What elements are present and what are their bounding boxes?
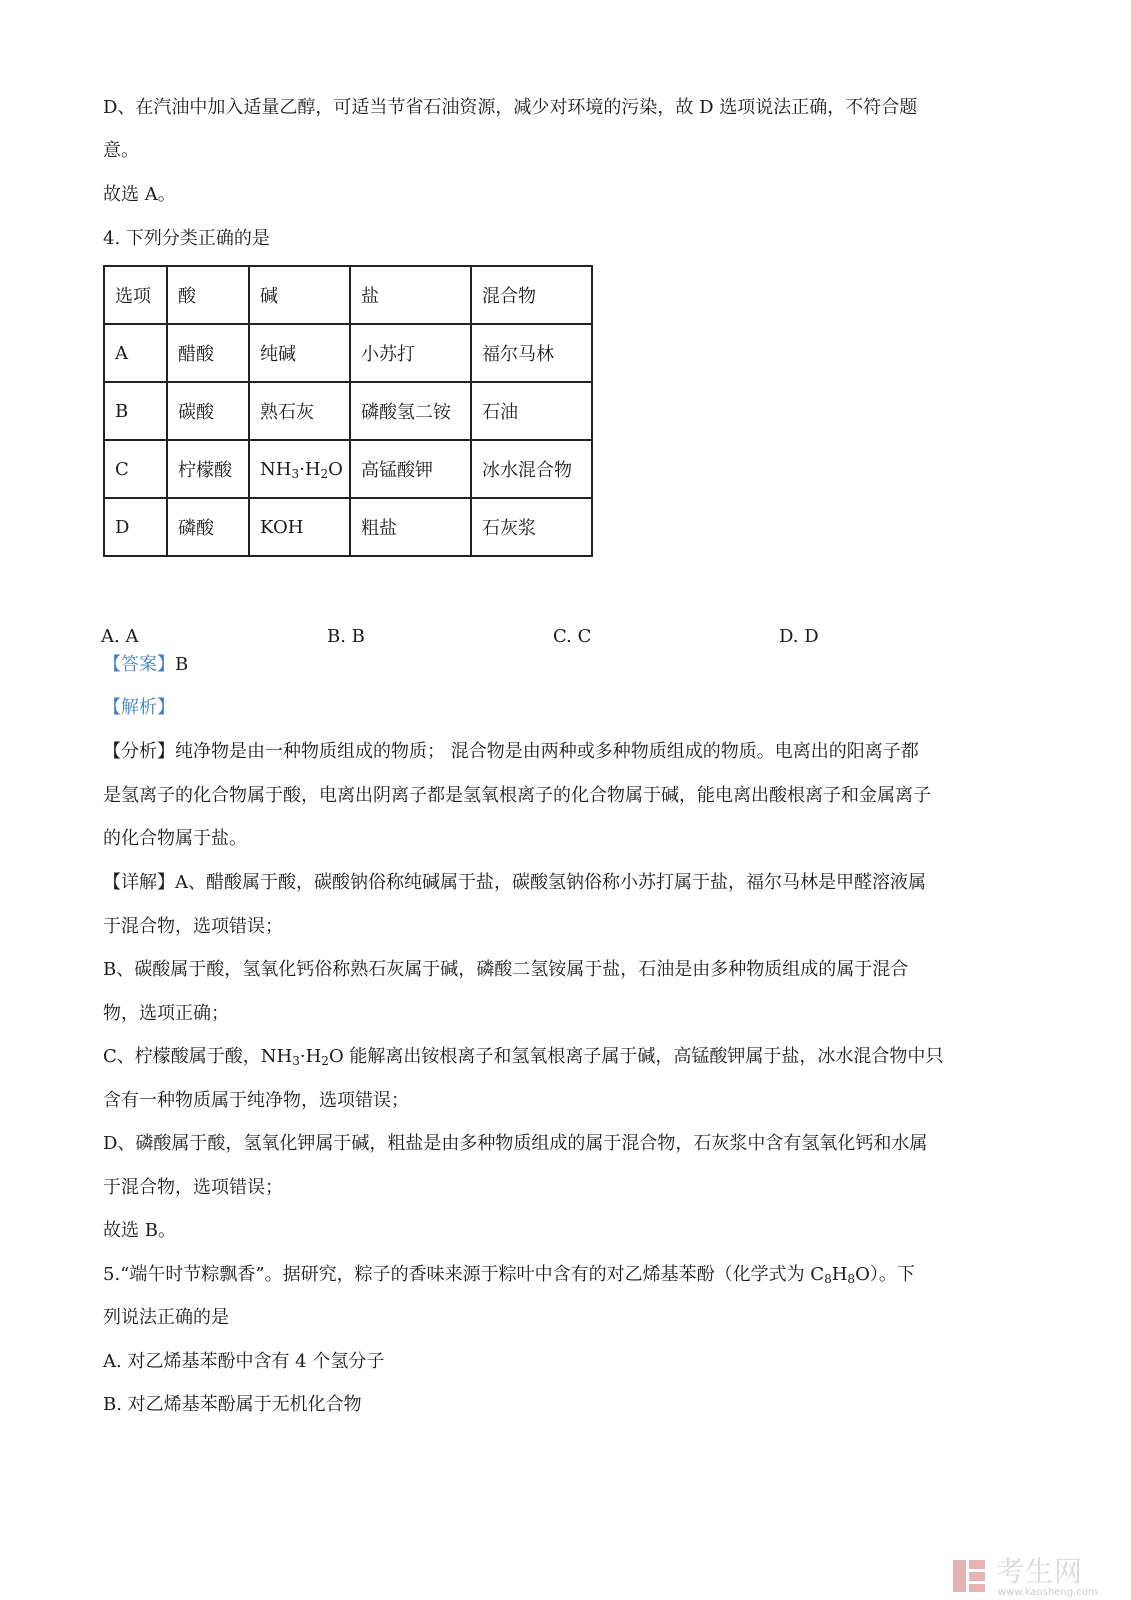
watermark-url: www.kaosheng.com [998,1587,1098,1598]
question-5-option-b: B. 对乙烯基苯酚属于无机化合物 [103,1394,362,1415]
table-row [104,324,592,382]
table-cell: C [104,440,167,498]
table-cell: 碳酸 [167,382,249,440]
formula-part: NH [260,458,292,480]
option-b: B. B [327,626,365,647]
answer-value: B [175,654,189,675]
answer-line [103,653,188,677]
question-4-stem: 4. 下列分类正确的是 [103,228,270,249]
table-row [104,382,592,440]
table-cell-formula [249,440,350,498]
classification-table [103,265,593,557]
question-5-line1: 5.“端午时节粽飘香”。据研究，粽子的香味来源于粽叶中含有的对乙烯基苯酚（化学式为 $C_8H_8O$）。下 [103,1264,915,1286]
table-cell: 磷酸 [167,498,249,556]
watermark [952,1557,1117,1597]
table-cell: 柠檬酸 [167,440,249,498]
fenxi-line3: 的化合物属于盐。 [103,828,247,849]
fenxi-line2: 是氢离子的化合物属于酸，电离出阴离子都是氢氧根离子的化合物属于碱，能电离出酸根离子和金属离子 [103,785,931,806]
xiangjie-a-line2: 于混合物，选项错误； [103,916,283,937]
answer-tag: 【答案】 [103,654,175,675]
question-5-option-a: A. 对乙烯基苯酚中含有 4 个氢分子 [103,1351,385,1372]
xiangjie-c-line2: 含有一种物质属于纯净物，选项错误； [103,1090,409,1111]
formula-part: ·H [299,458,321,480]
xiangjie-tag: 【详解】 [103,872,175,893]
table-cell: KOH [249,498,350,556]
question-5-line2: 列说法正确的是 [103,1307,229,1328]
table-header-cell: 碱 [249,266,350,324]
table-cell: 石油 [471,382,592,440]
table-header-cell: 酸 [167,266,249,324]
table-cell: B [104,382,167,440]
table-cell: A [104,324,167,382]
table-header-cell: 选项 [104,266,167,324]
table-cell: 熟石灰 [249,382,350,440]
analysis-tag: 【解析】 [103,697,175,718]
previous-answer-choice: 故选 A。 [103,184,176,205]
final-answer-choice: 故选 B。 [103,1220,176,1241]
table-header-row [104,266,592,324]
xiangjie-d-line1: D、磷酸属于酸，氢氧化钾属于碱，粗盐是由多种物质组成的属于混合物，石灰浆中含有氢氧化钙和水属 [103,1133,928,1154]
table-row [104,498,592,556]
paragraph-d-prev-line2: 意。 [103,140,139,161]
table-cell: 高锰酸钾 [350,440,471,498]
fenxi-tag: 【分析】 [103,741,175,762]
kaosheng-logo-icon [952,1559,986,1593]
option-c: C. C [553,626,592,647]
table-cell: 醋酸 [167,324,249,382]
xiangjie-d-line2: 于混合物，选项错误； [103,1177,283,1198]
table-cell: 福尔马林 [471,324,592,382]
paragraph-d-prev-line1: D、在汽油中加入适量乙醇，可适当节省石油资源，减少对环境的污染，故 D 选项说法正确，不符合题 [103,97,918,118]
option-a: A. A [101,626,139,647]
table-cell: 磷酸氢二铵 [350,382,471,440]
formula-subscript: 2 [320,466,329,481]
xiangjie-b-line1: B、碳酸属于酸，氢氧化钙俗称熟石灰属于碱，磷酸二氢铵属于盐，石油是由多种物质组成的属于混合 [103,959,909,980]
xiangjie-b-line2: 物，选项正确； [103,1003,229,1024]
table-cell: 纯碱 [249,324,350,382]
table-header-cell: 混合物 [471,266,592,324]
table-cell: 冰水混合物 [471,440,592,498]
xiangjie-a-line1: 【详解】A、醋酸属于酸，碳酸钠俗称纯碱属于盐，碳酸氢钠俗称小苏打属于盐，福尔马林是甲醛溶液属 [103,872,926,893]
xiangjie-c-line1: C、柠檬酸属于酸，$NH_3\cdot H_2O$ 能解离出铵根离子和氢氧根离子属于碱，高锰酸钾属于盐，冰水混合物中只 [103,1046,944,1068]
table-header-cell: 盐 [350,266,471,324]
watermark-text: 考生网 [996,1555,1084,1588]
fenxi-line1: 【分析】纯净物是由一种物质组成的物质； 混合物是由两种或多种物质组成的物质。电离出的阳离子都 [103,741,919,762]
table-cell: 小苏打 [350,324,471,382]
question-4-options [0,625,1131,649]
option-d: D. D [779,626,819,647]
formula-subscript: 3 [291,466,300,481]
formula-part: O [328,458,343,480]
table-cell: D [104,498,167,556]
table-cell: 石灰浆 [471,498,592,556]
table-cell: 粗盐 [350,498,471,556]
table-row [104,440,592,498]
